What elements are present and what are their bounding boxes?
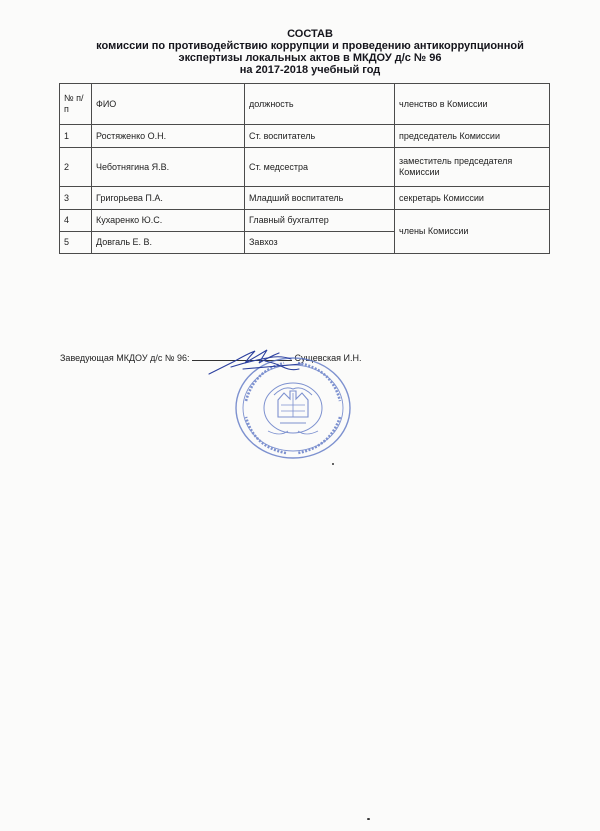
document-title: СОСТАВ xyxy=(287,28,333,40)
header-position: должность xyxy=(245,84,395,125)
row-number: 5 xyxy=(60,232,92,254)
row-position: Главный бухгалтер xyxy=(245,210,395,232)
row-position: Младший воспитатель xyxy=(245,187,395,210)
header-name: ФИО xyxy=(92,84,245,125)
row-name: Григорьева П.А. xyxy=(92,187,245,210)
commission-table xyxy=(59,83,550,254)
row-name: Кухаренко Ю.С. xyxy=(92,210,245,232)
signature-label: Заведующая МКДОУ д/с № 96: xyxy=(60,353,190,363)
table-row xyxy=(60,148,550,187)
row-position: Ст. воспитатель xyxy=(245,125,395,148)
document-heading xyxy=(40,28,580,76)
signatory-name: Сущевская И.Н. xyxy=(294,353,362,363)
row-position: Ст. медсестра xyxy=(245,148,395,187)
row-number: 2 xyxy=(60,148,92,187)
heading-line-2: экспертизы локальных актов в МКДОУ д/с № 96 xyxy=(178,52,442,64)
row-membership-merged: члены Комиссии xyxy=(395,210,550,254)
row-name: Довгаль Е. В. xyxy=(92,232,245,254)
scan-speck xyxy=(332,463,334,465)
table-row xyxy=(60,187,550,210)
heading-line-3: на 2017-2018 учебный год xyxy=(239,64,381,76)
row-number: 1 xyxy=(60,125,92,148)
row-membership: заместитель председателя Комиссии xyxy=(395,148,550,187)
heading-line-1: комиссии по противодействию коррупции и проведению антикоррупционной xyxy=(96,40,524,52)
row-membership: председатель Комиссии xyxy=(395,125,550,148)
row-number: 4 xyxy=(60,210,92,232)
row-position: Завхоз xyxy=(245,232,395,254)
handwritten-signature xyxy=(205,344,315,378)
row-number: 3 xyxy=(60,187,92,210)
row-membership: секретарь Комиссии xyxy=(395,187,550,210)
header-number: № п/п xyxy=(60,84,92,125)
row-name: Ростяженко О.Н. xyxy=(92,125,245,148)
header-membership: членство в Комиссии xyxy=(395,84,550,125)
table-row xyxy=(60,210,550,232)
row-name: Чеботнягина Я.В. xyxy=(92,148,245,187)
table-row xyxy=(60,125,550,148)
table-header-row xyxy=(60,84,550,125)
scan-speck xyxy=(367,818,370,820)
